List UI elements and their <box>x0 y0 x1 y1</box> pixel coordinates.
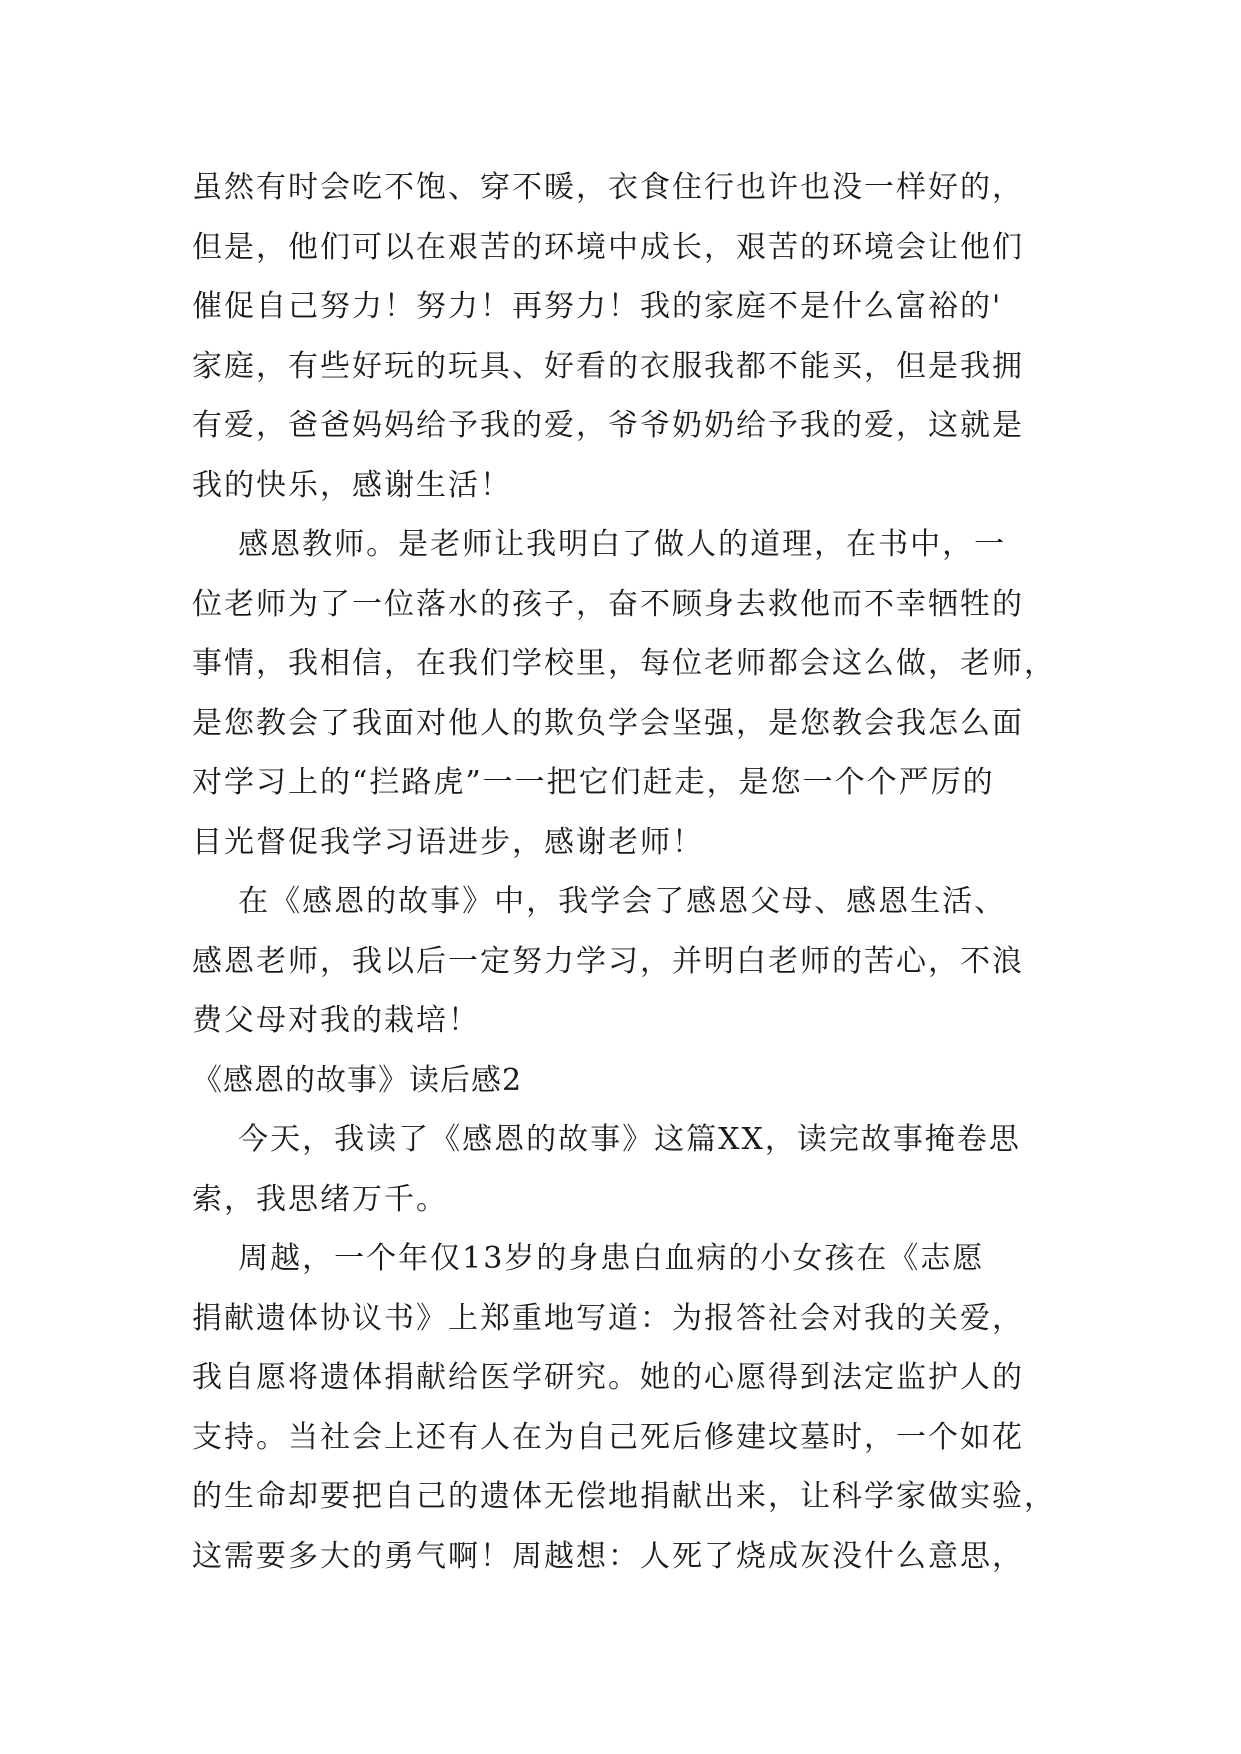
text-line: 这需要多大的勇气啊！周越想：人死了烧成灰没什么意思， <box>192 1538 1024 1574</box>
text-line: 支持。当社会上还有人在为自己死后修建坟墓时，一个如花 <box>192 1419 1024 1455</box>
text-line: 在《感恩的故事》中，我学会了感恩父母、感恩生活、 <box>192 884 1007 919</box>
text-line: 我自愿将遗体捐献给医学研究。她的心愿得到法定监护人的 <box>192 1360 1024 1395</box>
text-line: 今天，我读了《感恩的故事》这篇XX，读完故事掩卷思 <box>192 1122 1021 1157</box>
text-line: 费父母对我的栽培！ <box>192 1003 480 1038</box>
text-line: 感恩老师，我以后一定努力学习，并明白老师的苦心，不浪 <box>192 943 1024 979</box>
document-body <box>192 158 1056 1586</box>
text-line: 我的快乐，感谢生活！ <box>192 467 512 503</box>
text-line: 家庭，有些好玩的玩具、好看的衣服我都不能买，但是我拥 <box>192 348 1024 384</box>
text-line: 位老师为了一位落水的孩子，奋不顾身去救他而不幸牺牲的 <box>192 586 1024 622</box>
text-line: 事情，我相信，在我们学校里，每位老师都会这么做，老师， <box>192 646 1056 681</box>
text-line: 周越，一个年仅13岁的身患白血病的小女孩在《志愿 <box>192 1241 985 1276</box>
text-line: 催促自己努力！努力！再努力！我的家庭不是什么富裕的' <box>192 289 1003 324</box>
text-line: 捐献遗体协议书》上郑重地写道：为报答社会对我的关爱， <box>192 1300 1024 1336</box>
text-line: 的生命却要把自己的遗体无偿地捐献出来，让科学家做实验， <box>192 1479 1056 1514</box>
text-line: 感恩教师。是老师让我明白了做人的道理，在书中，一 <box>192 527 1007 562</box>
text-line: 有爱，爸爸妈妈给予我的爱，爷爷奶奶给予我的爱，这就是 <box>192 408 1024 443</box>
text-line: 但是，他们可以在艰苦的环境中成长，艰苦的环境会让他们 <box>192 229 1024 265</box>
text-line: 索，我思绪万千。 <box>192 1181 448 1217</box>
section-heading: 《感恩的故事》读后感2 <box>192 1062 523 1098</box>
text-line: 目光督促我学习语进步，感谢老师！ <box>192 824 704 860</box>
text-line: 虽然有时会吃不饱、穿不暖，衣食住行也许也没一样好的， <box>192 170 1024 205</box>
text-line: 对学习上的“拦路虎”一一把它们赶走，是您一个个严厉的 <box>192 765 995 800</box>
text-line: 是您教会了我面对他人的欺负学会坚强，是您教会我怎么面 <box>192 705 1024 741</box>
